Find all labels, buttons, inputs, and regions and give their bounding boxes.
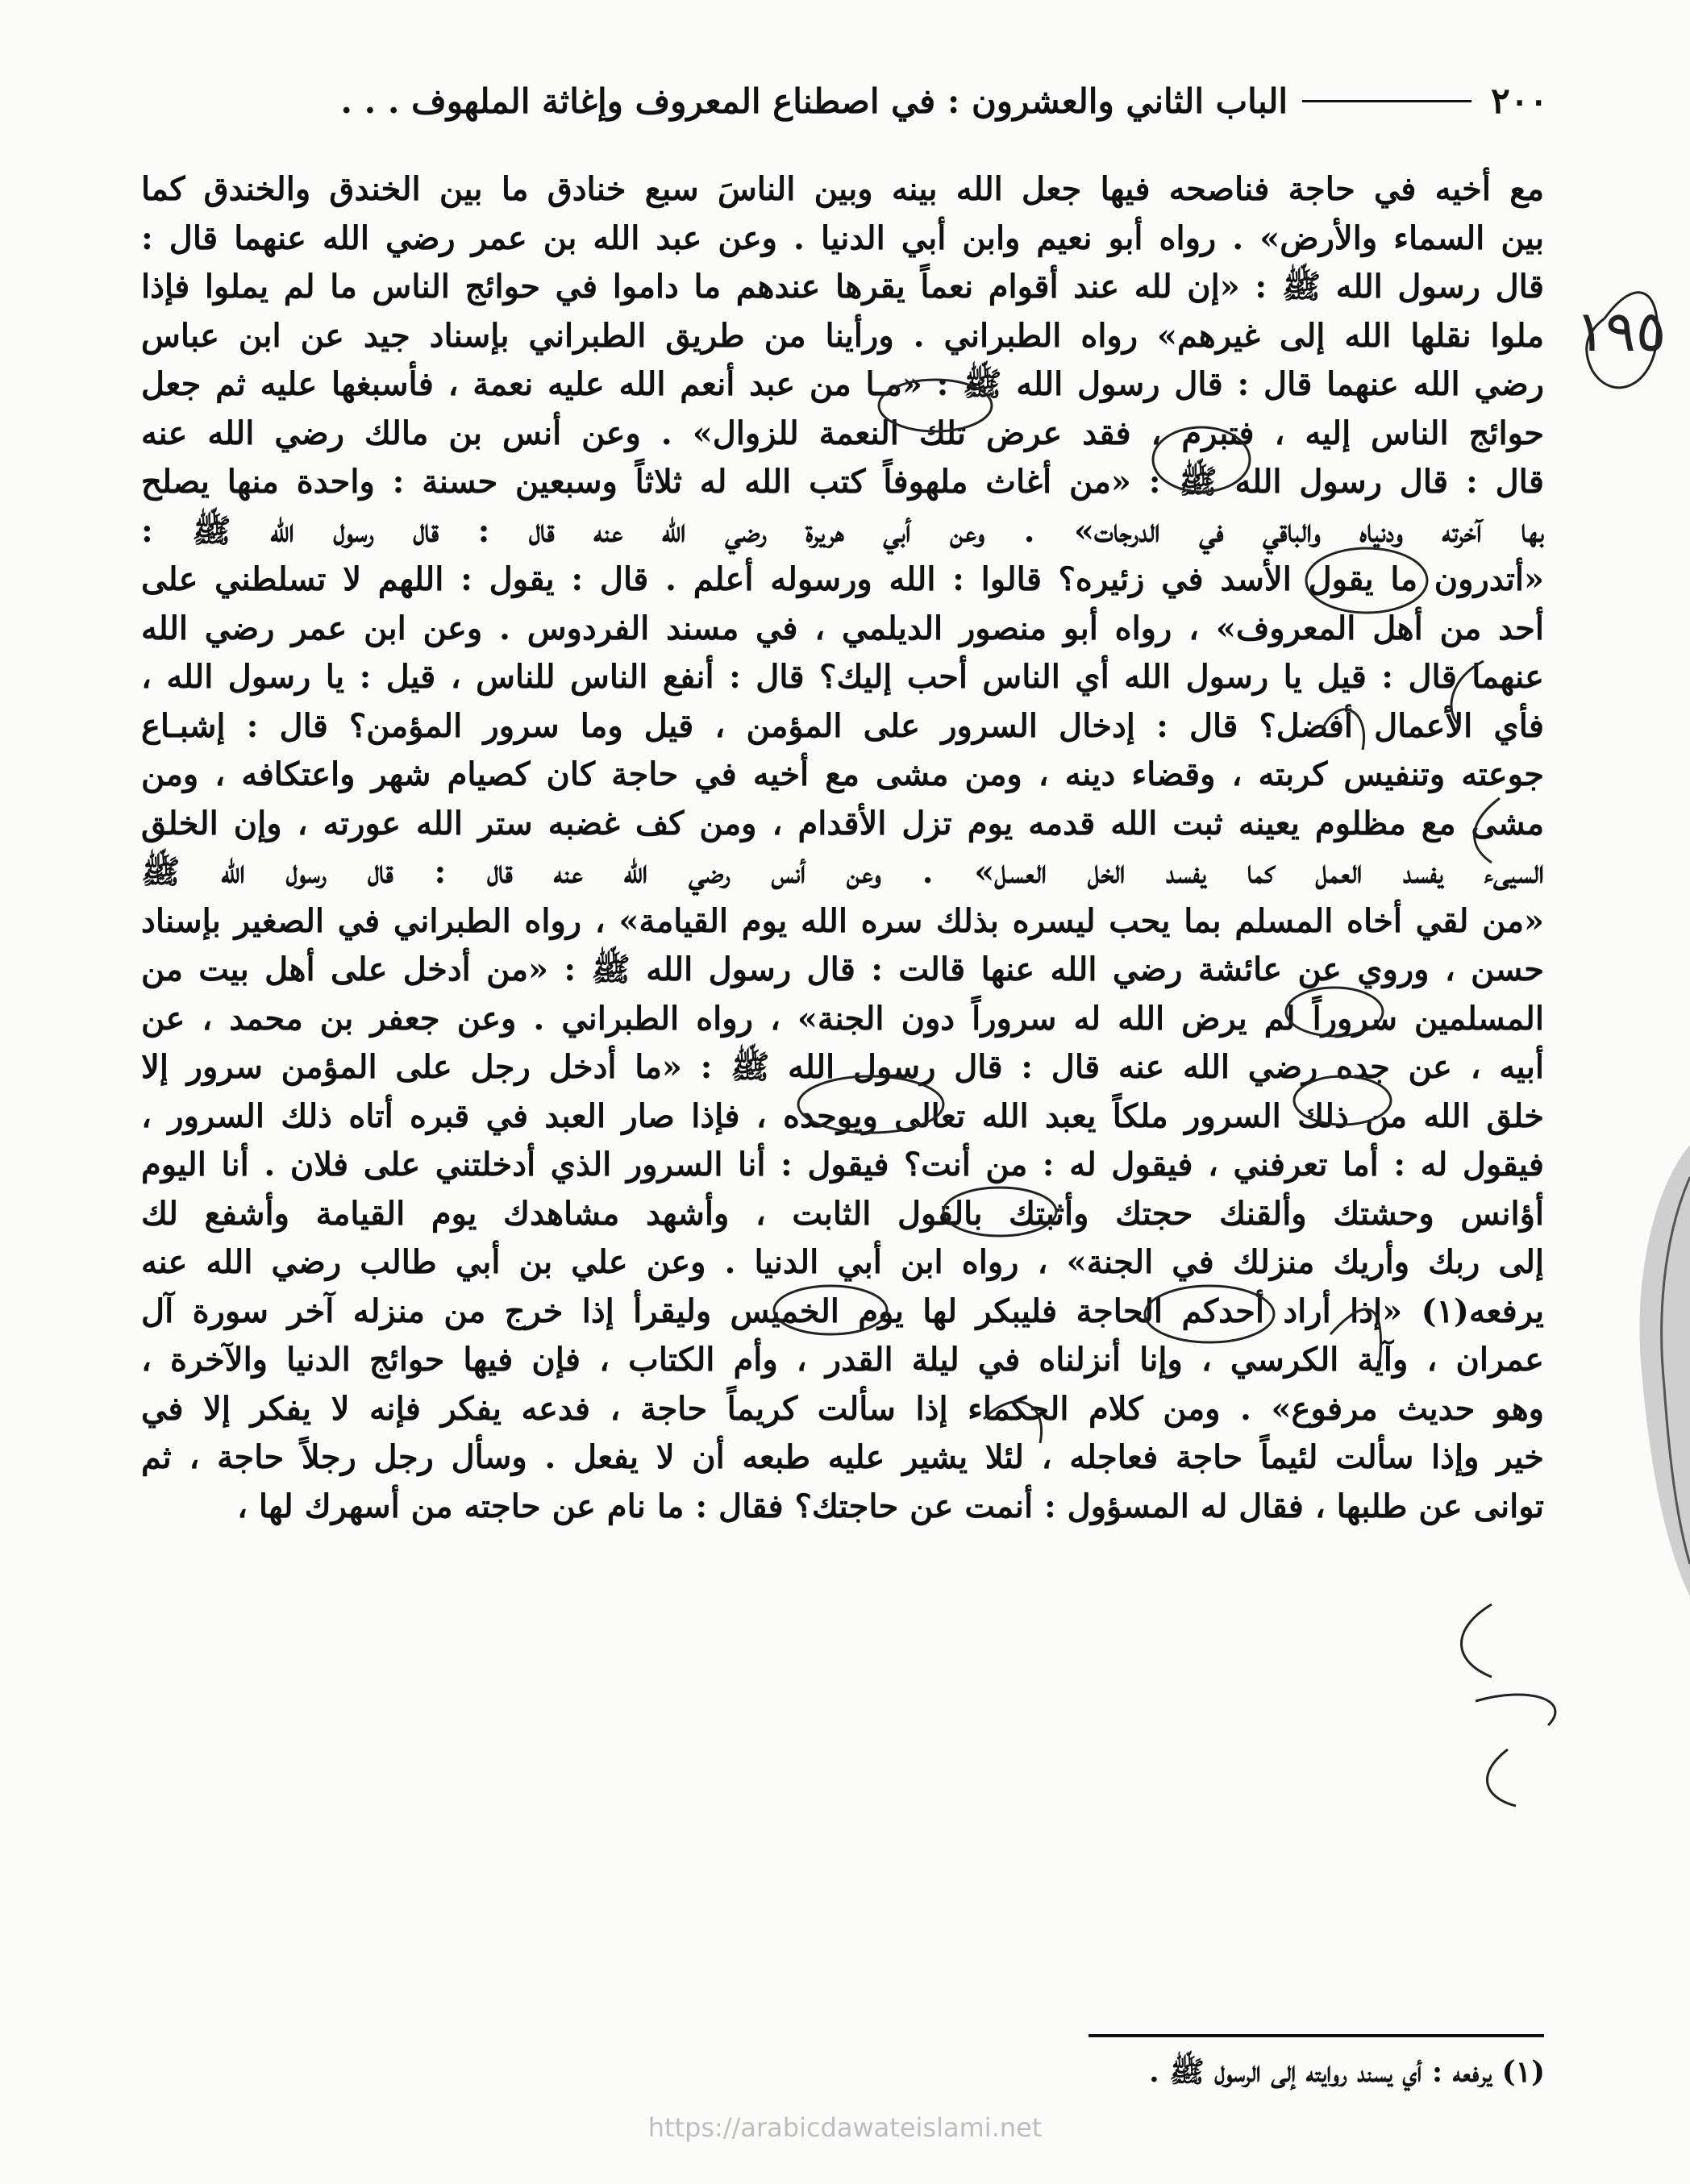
- text-line: عمران ، وآية الكرسي ، وإنا أنزلناه في ليلة القدر ، وأم الكتاب ، فإن فيها حوائج الدنيا والآخرة ،: [141, 1341, 1544, 1379]
- text-line: المسلمين سروراً لم يرض الله له سروراً دون الجنة» ، رواه الطبراني . وعن جعفر بن محمد ، عن: [141, 999, 1544, 1038]
- pen-stroke: [1488, 1749, 1516, 1806]
- text-line: ملوا نقلها الله إلى غيرهم» رواه الطبراني . ورأينا من طريق الطبراني بإسناد جيد عن ابن عباس: [141, 316, 1544, 355]
- text-line: فأي الأعمال أفضل؟ قال : إدخال السرور على المؤمن ، قيل وما سرور المؤمن؟ قال : إشبـاع: [141, 706, 1544, 745]
- text-line: أحد من أهل المعروف» ، رواه أبو منصور الديلمي ، في مسند الفردوس . وعن ابن عمر رضي الله: [141, 609, 1544, 647]
- text-line: أؤانس وحشتك وألقنك حجتك وأثبتك بالقول الثابت ، وأشهد مشاهدك يوم القيامة وأشفع لك: [141, 1194, 1544, 1233]
- text-line: مع أخيه في حاجة فناصحه فيها جعل الله بينه وبين الناسَ سبع خنادق ما بين الخندق والخندق كما: [141, 170, 1544, 208]
- running-header: [129, 77, 1548, 125]
- text-line: أبيه ، عن جده رضي الله عنه قال : قال رسول الله ﷺ : «ما أدخل رجل على المؤمن سرور إلا: [141, 1048, 1544, 1086]
- text-line: بها آخرته ودنياه والباقي في الدرجات» . وعن أبي هريرة رضي الله عنه قال : قال رسول الله ﷺ :: [141, 511, 1544, 550]
- text-line: خلق الله من ذلك السرور ملكاً يعبد الله تعالى ويوحده ، فإذا صار العبد في قبره أتاه ذلك السرور ،: [141, 1096, 1544, 1135]
- text-line: «من لقي أخاه المسلم بما يحب ليسره بذلك سره الله يوم القيامة» ، رواه الطبراني في الصغير بإسناد: [141, 901, 1544, 940]
- text-line: فيقول له : أما تعرفني ، فيقول له : من أنت؟ فيقول : أنا السرور الذي أدخلتني على فلان . أنا اليوم: [141, 1146, 1544, 1184]
- text-line: خير وإذا سألت لئيماً حاجة فعاجله ، لئلا يشير عليه طبعه أن لا يفعل . وسأل رجل رجلاً حاجة ، ثم: [141, 1438, 1544, 1476]
- chapter-title: الباب الثاني والعشرون : في اصطناع المعروف وإغاثة الملهوف . . .: [340, 81, 1288, 121]
- header-rule: [1302, 100, 1471, 102]
- text-line: جوعته وتنفيس كربته ، وقضاء دينه ، ومن مشى مع أخيه في حاجة كان كصيام شهر واعتكافه ، ومن: [141, 755, 1544, 793]
- text-line: حوائج الناس إليه ، فتبرم ، فقد عرض تلك النعمة للزوال» . وعن أنس بن مالك رضي الله عنه: [141, 414, 1544, 452]
- margin-note: ١٩٥: [1575, 298, 1667, 364]
- text-line: مشى مع مظلوم يعينه ثبت الله قدمه يوم تزل الأقدام ، ومن كف غضبه ستر الله عورته ، وإن الخلق: [141, 804, 1544, 842]
- text-line: عنهما قال : قيل يا رسول الله أي الناس أحب إليك؟ قال : أنفع الناس للناس ، قيل : يا رسول الله ،: [141, 658, 1544, 696]
- text-line: بين السماء والأرض» . رواه أبو نعيم وابن أبي الدنيا . وعن عبد الله بن عمر رضي الله عنهما قال :: [141, 218, 1544, 257]
- text-line: حسن ، وروي عن عائشة رضي الله عنها قالت : قال رسول الله ﷺ : «من أدخل على أهل بيت من: [141, 951, 1544, 988]
- main-text: [141, 165, 1544, 1531]
- text-line: يرفعه(١) «إذا أراد أحدكم الحاجة فليبكر لها يوم الخميس وليقرأ إذا خرج من منزله آخر سورة آل: [141, 1292, 1544, 1330]
- page-number: ٢٠٠: [1491, 80, 1548, 122]
- margin-note-circle: [1587, 293, 1658, 388]
- text-line: إلى ربك وأريك منزلك في الجنة» ، رواه ابن أبي الدنيا . وعن علي بن أبي طالب رضي الله عنه: [141, 1243, 1544, 1281]
- text-line: قال : قال رسول الله ﷺ : «من أغاث ملهوفاً كتب الله له ثلاثاً وسبعين حسنة : واحدة منها يصلح: [141, 463, 1544, 501]
- page-edge-shadow: [1617, 1145, 1690, 1596]
- watermark-url: https://arabicdawateislami.net: [647, 2112, 1043, 2143]
- text-line: «أتدرون ما يقول الأسد في زئيره؟ قالوا : الله ورسوله أعلم . قال : يقول : اللهم لا تسلطني على: [141, 560, 1544, 598]
- text-line: توانى عن طلبها ، فقال له المسؤول : أنمت عن حاجتك؟ فقال : ما نام عن حاجته من أسهرك لها ،: [237, 1487, 1544, 1525]
- pen-stroke: [1462, 1604, 1492, 1677]
- text-line: وهو حديث مرفوع» . ومن كلام الحكماء إذا سألت كريماً حاجة ، فدعه يفكر فإنه لا يفكر إلا في: [141, 1389, 1544, 1428]
- text-line: قال رسول الله ﷺ : «إن لله عند أقوام نعماً يقرها عندهم ما داموا في حوائج الناس ما لم يملوا فإذا: [141, 268, 1544, 306]
- footnote-rule: [1089, 2034, 1544, 2037]
- text-line: السيىء يفسد العمل كما يفسد الخل العسل» . وعن أنس رضي الله عنه قال : قال رسول الله ﷺ: [141, 853, 1544, 891]
- footnote: (١) يرفعه : أي يسند روايته إلى الرسول ﷺ .: [1149, 2055, 1545, 2089]
- text-line: رضي الله عنهما قال : قال رسول الله ﷺ : «مـا من عبد أنعم الله عليه نعمة ، فأسبغها عليه ثم جعل: [141, 365, 1544, 403]
- pen-stroke: [1476, 1695, 1555, 1725]
